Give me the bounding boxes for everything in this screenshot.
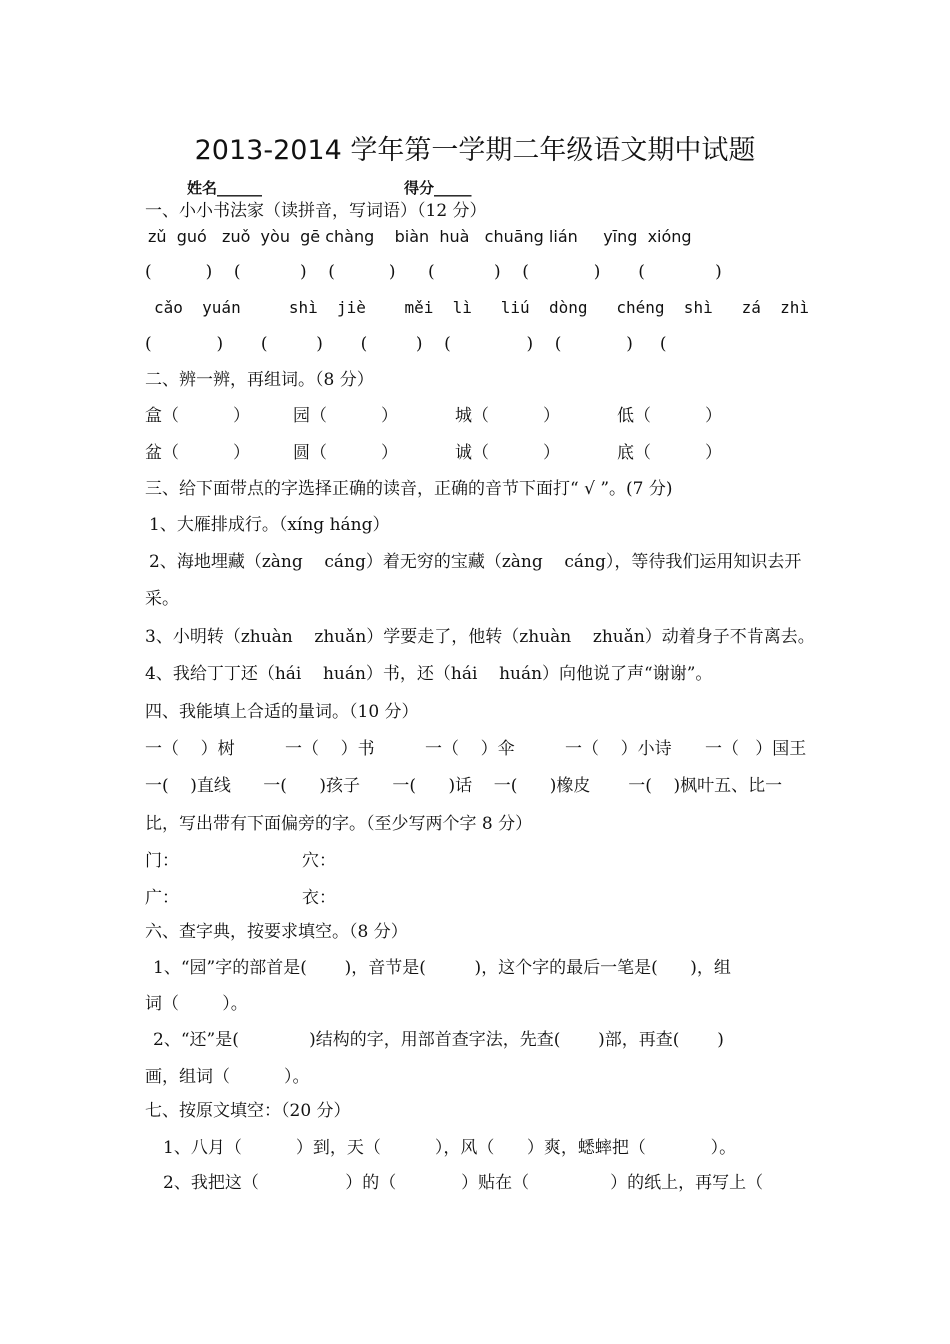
word-pair-cell: 盒（ ） [145, 406, 251, 426]
word-pair-cell: 盆（ ） [145, 443, 251, 463]
section-2-row-1 [145, 405, 835, 427]
score-field-label: 得分_____ [404, 179, 472, 197]
section-2-row-2 [145, 442, 835, 464]
section-3-heading: 三、给下面带点的字选择正确的读音，正确的音节下面打“ √ ”。(7 分) [145, 479, 673, 499]
section-4-row-1 [145, 738, 835, 760]
section-3-question-3: 3、小明转（zhuàn zhuǎn）学要走了，他转（zhuàn zhuǎn）动着身子不肯离去。 [145, 627, 815, 647]
measure-word-cell: 一（ ）国王 [705, 739, 807, 759]
section-1-pinyin-row-1: zǔ guó zuǒ yòu gē chàng biàn huà chuāng lián yīng xióng [148, 227, 692, 246]
measure-word-cell: 一（ ）书 [285, 739, 375, 759]
section-7-question-1: 1、八月（ ）到，天（ ），风（ ）爽，蟋蟀把（ ）。 [163, 1138, 737, 1158]
section-4-row-2: 一( )直线 一( )孩子 一( )话 一( )橡皮 一( )枫叶五、比一 [145, 776, 783, 796]
name-field-label: 姓名______ [187, 179, 263, 197]
section-3-question-2-cont: 采。 [145, 589, 179, 609]
word-pair-cell: 园（ ） [293, 406, 399, 426]
page-title: 2013-2014 学年第一学期二年级语文期中试题 [194, 135, 756, 166]
section-1-heading: 一、小小书法家（读拼音，写词语）（12 分） [145, 201, 487, 221]
section-7-question-2: 2、我把这（ ）的（ ）贴在（ ）的纸上，再写上（ [163, 1173, 764, 1193]
section-2-heading: 二、辨一辨，再组词。（8 分） [145, 370, 374, 390]
section-3-question-4: 4、我给丁丁还（hái huán）书，还（hái huán）向他说了声“谢谢”。 [145, 664, 713, 684]
section-7-heading: 七、按原文填空：（20 分） [145, 1101, 351, 1121]
word-pair-cell: 诚（ ） [455, 443, 561, 463]
section-1-blanks-row-2: ( ) ( ) ( ) ( ) ( ) ( [145, 334, 667, 354]
measure-word-cell: 一（ ）小诗 [565, 739, 672, 759]
word-pair-cell: 城（ ） [455, 406, 561, 426]
section-5-heading: 比，写出带有下面偏旁的字。（至少写两个字 8 分） [145, 814, 533, 834]
section-3-question-2: 2、海地埋藏（zàng cáng）着无穷的宝藏（zàng cáng），等待我们运用知识去开 [149, 552, 802, 572]
section-6-question-2: 2、“还”是( )结构的字，用部首查字法，先查( )部，再查( ) [153, 1030, 724, 1050]
section-6-question-1-cont: 词（ ）。 [145, 994, 248, 1014]
word-pair-cell: 圆（ ） [293, 443, 399, 463]
section-6-heading: 六、查字典，按要求填空。（8 分） [145, 922, 408, 942]
radical-men: 门： [145, 851, 179, 871]
section-1-pinyin-row-2: cǎo yuán shì jiè měi lì liú dòng chéng shì zá zhì [154, 298, 810, 317]
radical-yi: 衣： [302, 888, 336, 908]
word-pair-cell: 低（ ） [617, 406, 723, 426]
section-4-heading: 四、我能填上合适的量词。（10 分） [145, 702, 419, 722]
section-6-question-2-cont: 画，组词（ ）。 [145, 1067, 310, 1087]
radical-guang: 广： [145, 888, 179, 908]
radical-xue: 穴： [302, 851, 336, 871]
word-pair-cell: 底（ ） [617, 443, 723, 463]
measure-word-cell: 一（ ）伞 [425, 739, 515, 759]
section-3-question-1: 1、大雁排成行。（xíng háng） [149, 515, 390, 535]
section-1-blanks-row-1: ( ) ( ) ( ) ( ) ( ) ( ) [145, 262, 722, 282]
section-6-question-1: 1、“园”字的部首是( )，音节是( )，这个字的最后一笔是( )，组 [153, 958, 731, 978]
measure-word-cell: 一（ ）树 [145, 739, 235, 759]
